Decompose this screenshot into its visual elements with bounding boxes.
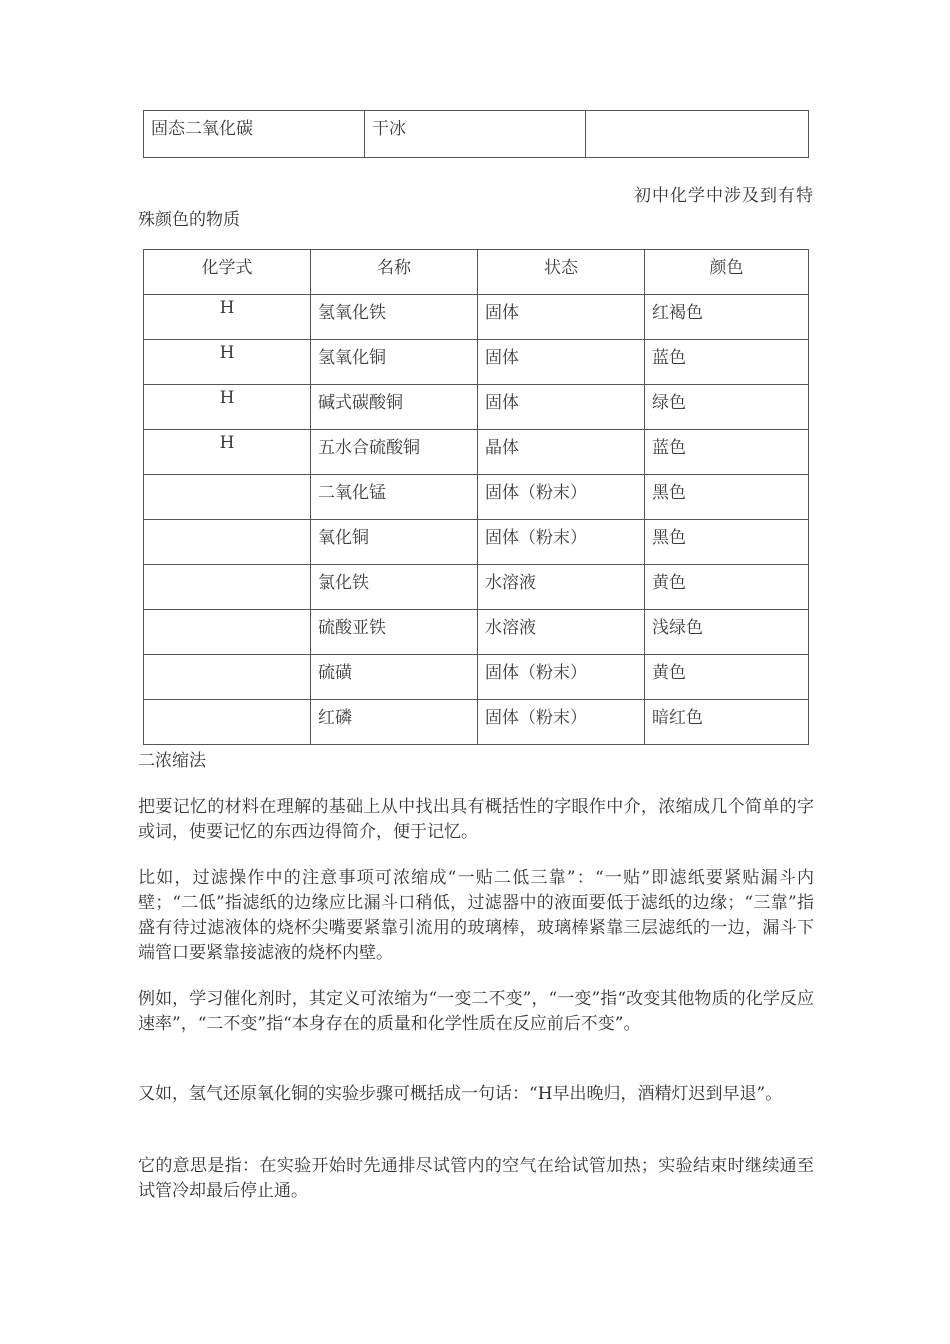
table-cell <box>144 520 311 565</box>
table-row <box>144 340 809 385</box>
table-cell: 蓝色 <box>645 430 809 475</box>
table-cell: 固体 <box>478 295 645 340</box>
table-row <box>144 295 809 340</box>
table-cell: 红磷 <box>311 700 478 745</box>
table-cell: 氢氧化铜 <box>311 340 478 385</box>
table-cell <box>144 610 311 655</box>
table-cell: 水溶液 <box>478 610 645 655</box>
table-cell: H <box>144 340 311 385</box>
heading-line-1: 初中化学中涉及到有特 <box>634 186 814 206</box>
colored-substances-table <box>143 249 809 745</box>
table-cell: 硫酸亚铁 <box>311 610 478 655</box>
table-row <box>144 385 809 430</box>
table-header-row <box>144 250 809 295</box>
table-cell: 暗红色 <box>645 700 809 745</box>
table-row <box>144 430 809 475</box>
paragraph: 把要记忆的材料在理解的基础上从中找出具有概括性的字眼作中介，浓缩成几个简单的字或词，使要记忆的东西边得简介，便于记忆。 <box>138 797 814 842</box>
table-cell: 蓝色 <box>645 340 809 385</box>
table-cell: 黑色 <box>645 520 809 565</box>
table-cell: 固体 <box>478 340 645 385</box>
top-table <box>143 110 809 158</box>
heading-line-2: 殊颜色的物质 <box>138 210 240 230</box>
table-cell: 硫磺 <box>311 655 478 700</box>
table-cell: 红褐色 <box>645 295 809 340</box>
table-cell <box>586 111 809 158</box>
table-cell <box>144 655 311 700</box>
table-cell <box>144 565 311 610</box>
column-header: 名称 <box>311 250 478 295</box>
table-cell: 浅绿色 <box>645 610 809 655</box>
paragraph: 又如，氢气还原氧化铜的实验步骤可概括成一句话：“H早出晚归，酒精灯迟到早退”。 <box>138 1084 783 1104</box>
table-row <box>144 610 809 655</box>
column-header: 化学式 <box>144 250 311 295</box>
table-cell: 氧化铜 <box>311 520 478 565</box>
table-body <box>144 295 809 745</box>
table-row <box>144 655 809 700</box>
table-cell: 五水合硫酸铜 <box>311 430 478 475</box>
table-cell: 固体（粉末） <box>478 700 645 745</box>
table-cell: 黑色 <box>645 475 809 520</box>
table-cell: 固体（粉末） <box>478 520 645 565</box>
table-cell: 固体 <box>478 385 645 430</box>
table-cell: 黄色 <box>645 655 809 700</box>
table-cell: 氯化铁 <box>311 565 478 610</box>
paragraph: 比如，过滤操作中的注意事项可浓缩成“一贴二低三靠”：“一贴”即滤纸要紧贴漏斗内壁；“二低”指滤纸的边缘应比漏斗口稍低，过滤器中的液面要低于滤纸的边缘；“三靠”指盛有待过滤液体的烧杯尖嘴要紧靠引流用的玻璃棒，玻璃棒紧靠三层滤纸的一边，漏斗下端管口要紧靠接滤液的烧杯内壁。 <box>138 868 814 963</box>
table-cell: H <box>144 430 311 475</box>
table-cell: H <box>144 295 311 340</box>
table-cell: 固体（粉末） <box>478 475 645 520</box>
table-cell: 氢氧化铁 <box>311 295 478 340</box>
column-header: 状态 <box>478 250 645 295</box>
table-row <box>144 520 809 565</box>
table-row <box>144 565 809 610</box>
table-row <box>144 475 809 520</box>
table-cell: 固体（粉末） <box>478 655 645 700</box>
paragraph: 它的意思是指：在实验开始时先通排尽试管内的空气在给试管加热；实验结束时继续通至试管冷却最后停止通。 <box>138 1156 814 1201</box>
table-cell: 晶体 <box>478 430 645 475</box>
table-cell: 绿色 <box>645 385 809 430</box>
table-cell <box>144 700 311 745</box>
table-cell: 固态二氧化碳 <box>144 111 365 158</box>
table-cell: 二氧化锰 <box>311 475 478 520</box>
table-row <box>144 111 809 158</box>
table-cell: 干冰 <box>365 111 586 158</box>
column-header: 颜色 <box>645 250 809 295</box>
table-cell: 水溶液 <box>478 565 645 610</box>
table-row <box>144 700 809 745</box>
table-cell: 碱式碳酸铜 <box>311 385 478 430</box>
paragraph: 例如，学习催化剂时，其定义可浓缩为“一变二不变”，“一变”指“改变其他物质的化学反应速率”，“二不变”指“本身存在的质量和化学性质在反应前后不变”。 <box>138 989 814 1034</box>
table-cell: 黄色 <box>645 565 809 610</box>
section-title: 二浓缩法 <box>138 751 206 771</box>
table-cell <box>144 475 311 520</box>
table-cell: H <box>144 385 311 430</box>
